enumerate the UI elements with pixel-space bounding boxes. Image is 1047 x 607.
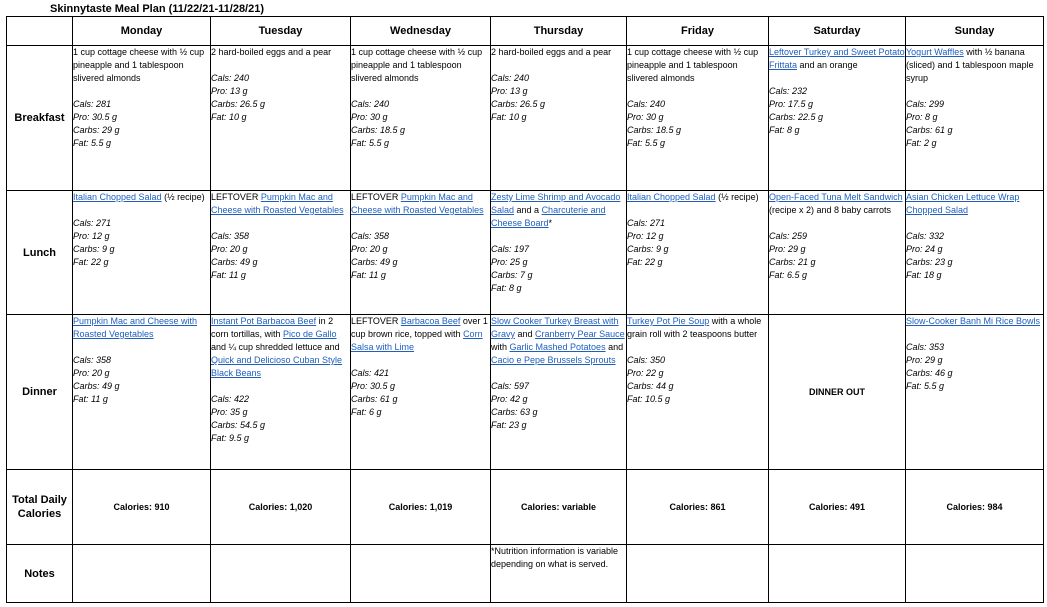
nutrition-line: Pro: 24 g: [906, 244, 943, 254]
nutrition-line: Carbs: 46 g: [906, 368, 953, 378]
total-calories: Calories: 984: [906, 470, 1044, 545]
corner-cell: [7, 17, 73, 46]
meal-description: [73, 315, 210, 341]
meal-text: and an orange: [797, 60, 858, 70]
nutrition-line: Fat: 8 g: [491, 283, 522, 293]
meal-description: [906, 46, 1043, 85]
nutrition-line: Carbs: 61 g: [351, 394, 398, 404]
breakfast-cell: [73, 46, 211, 191]
row-label-breakfast: Breakfast: [7, 46, 73, 191]
nutrition-line: Cals: 350: [627, 355, 666, 365]
nutrition-line: Carbs: 9 g: [73, 244, 115, 254]
nutrition-info: [627, 354, 768, 406]
dinner-row: [7, 315, 1044, 470]
nutrition-line: Carbs: 63 g: [491, 407, 538, 417]
meal-description: [906, 191, 1043, 217]
nutrition-line: Pro: 12 g: [627, 231, 664, 241]
nutrition-info: [491, 380, 626, 432]
nutrition-line: Fat: 10 g: [491, 112, 527, 122]
recipe-link[interactable]: Charcuterie and Cheese Board: [491, 205, 606, 228]
nutrition-info: [627, 217, 768, 269]
meal-description: [627, 46, 768, 85]
recipe-link[interactable]: Quick and Delicioso Cuban Style Black Beans: [211, 355, 343, 378]
nutrition-line: Cals: 232: [769, 86, 808, 96]
dinner-cell: [351, 315, 491, 470]
row-label-dinner: Dinner: [7, 315, 73, 470]
lunch-cell: [769, 191, 906, 315]
nutrition-line: Fat: 23 g: [491, 420, 527, 430]
recipe-link[interactable]: Pumpkin Mac and Cheese with Roasted Vegetables: [351, 192, 484, 215]
meal-text: *: [548, 218, 553, 228]
header-row: [7, 17, 1044, 46]
nutrition-line: Fat: 5.5 g: [351, 138, 390, 148]
nutrition-line: Pro: 13 g: [211, 86, 248, 96]
meal-description: [351, 46, 490, 85]
nutrition-line: Cals: 197: [491, 244, 530, 254]
nutrition-info: [351, 98, 490, 150]
recipe-link[interactable]: Open-Faced Tuna Melt Sandwich: [769, 192, 903, 202]
nutrition-line: Pro: 8 g: [906, 112, 938, 122]
nutrition-line: Cals: 358: [351, 231, 390, 241]
nutrition-line: Fat: 6 g: [351, 407, 382, 417]
nutrition-line: Carbs: 18.5 g: [627, 125, 682, 135]
recipe-link[interactable]: Zesty Lime Shrimp and Avocado Salad: [491, 192, 621, 215]
meal-description: [73, 46, 210, 85]
meal-description: [769, 46, 905, 72]
lunch-cell: [627, 191, 769, 315]
recipe-link[interactable]: Italian Chopped Salad: [73, 192, 162, 202]
day-header: Tuesday: [211, 17, 351, 46]
meal-text: and ¼ cup shredded lettuce and: [211, 342, 340, 352]
dinner-cell: [627, 315, 769, 470]
nutrition-info: [906, 230, 1043, 282]
nutrition-line: Fat: 2 g: [906, 138, 937, 148]
meal-text: and: [515, 329, 536, 339]
nutrition-line: Cals: 240: [351, 99, 390, 109]
nutrition-line: Fat: 11 g: [211, 270, 246, 280]
meal-description: [211, 315, 350, 380]
meal-text: LEFTOVER: [351, 316, 401, 326]
day-header: Thursday: [491, 17, 627, 46]
nutrition-info: [73, 98, 210, 150]
meal-text: (recipe x 2) and 8 baby carrots: [769, 205, 892, 215]
nutrition-line: Pro: 20 g: [73, 368, 110, 378]
nutrition-info: [211, 393, 350, 445]
nutrition-line: Fat: 18 g: [906, 270, 942, 280]
lunch-cell: [906, 191, 1044, 315]
nutrition-info: [211, 72, 350, 124]
breakfast-row: [7, 46, 1044, 191]
nutrition-line: Pro: 20 g: [211, 244, 248, 254]
nutrition-info: [906, 341, 1043, 393]
meal-description: [211, 191, 350, 217]
nutrition-line: Cals: 271: [627, 218, 666, 228]
meal-description: [769, 191, 905, 217]
meal-text: over 1 cup brown rice, topped with: [351, 316, 488, 339]
note-cell: *Nutrition information is variable depending on what is served.: [491, 545, 627, 603]
meal-description: [491, 46, 626, 59]
recipe-link[interactable]: Garlic Mashed Potatoes: [509, 342, 606, 352]
meal-description: [627, 191, 768, 204]
nutrition-line: Pro: 35 g: [211, 407, 248, 417]
page-title: Skinnytaste Meal Plan (11/22/21-11/28/21): [50, 3, 265, 15]
nutrition-line: Carbs: 22.5 g: [769, 112, 824, 122]
breakfast-cell: [627, 46, 769, 191]
nutrition-line: Pro: 29 g: [769, 244, 806, 254]
breakfast-cell: [211, 46, 351, 191]
nutrition-line: Pro: 30.5 g: [351, 381, 396, 391]
nutrition-line: Carbs: 29 g: [73, 125, 120, 135]
total-calories: Calories: 1,020: [211, 470, 351, 545]
meal-text: with a whole grain roll with 2 teaspoons butter: [627, 316, 762, 339]
meal-text: in 2 corn tortillas, with: [211, 316, 334, 339]
recipe-link[interactable]: Slow-Cooker Banh Mi Rice Bowls: [906, 316, 1041, 326]
nutrition-line: Cals: 240: [491, 73, 530, 83]
nutrition-line: Fat: 10.5 g: [627, 394, 671, 404]
recipe-link[interactable]: Pumpkin Mac and Cheese with Roasted Vegetables: [73, 316, 198, 339]
lunch-cell: [211, 191, 351, 315]
meal-description: [73, 191, 210, 204]
meal-description: [211, 46, 350, 59]
recipe-link[interactable]: Leftover Turkey and Sweet Potato Frittata: [769, 47, 905, 70]
nutrition-line: Carbs: 61 g: [906, 125, 953, 135]
nutrition-line: Cals: 421: [351, 368, 390, 378]
nutrition-line: Carbs: 18.5 g: [351, 125, 406, 135]
meal-description: [627, 315, 768, 341]
meal-description: [351, 191, 490, 217]
lunch-cell: [73, 191, 211, 315]
recipe-link[interactable]: Pumpkin Mac and Cheese with Roasted Vegetables: [211, 192, 344, 215]
nutrition-line: Pro: 30 g: [627, 112, 664, 122]
nutrition-info: [491, 72, 626, 124]
meal-text: LEFTOVER: [351, 192, 401, 202]
meal-description: [491, 315, 626, 367]
nutrition-line: Carbs: 49 g: [73, 381, 120, 391]
nutrition-line: Pro: 13 g: [491, 86, 528, 96]
nutrition-info: [73, 354, 210, 406]
breakfast-cell: [769, 46, 906, 191]
day-header: Friday: [627, 17, 769, 46]
meal-plan-table: [6, 16, 1044, 603]
meal-text: 1 cup cottage cheese with ½ cup pineapple and 1 tablespoon slivered almonds: [73, 47, 205, 83]
breakfast-cell: [906, 46, 1044, 191]
nutrition-line: Fat: 11 g: [351, 270, 386, 280]
row-label-notes: Notes: [7, 545, 73, 603]
meal-text: 2 hard-boiled eggs and a pear: [211, 47, 332, 57]
note-cell: [906, 545, 1044, 603]
recipe-link[interactable]: Slow Cooker Turkey Breast with Gravy: [491, 316, 619, 339]
lunch-cell: [351, 191, 491, 315]
recipe-link[interactable]: Asian Chicken Lettuce Wrap Chopped Salad: [906, 192, 1020, 215]
nutrition-info: [211, 230, 350, 282]
nutrition-line: Carbs: 54.5 g: [211, 420, 266, 430]
day-header: Monday: [73, 17, 211, 46]
note-cell: [73, 545, 211, 603]
recipe-link[interactable]: Cacio e Pepe Brussels Sprouts: [491, 355, 616, 365]
nutrition-line: Cals: 353: [906, 342, 945, 352]
nutrition-line: Pro: 25 g: [491, 257, 528, 267]
nutrition-info: [769, 230, 905, 282]
recipe-link[interactable]: Instant Pot Barbacoa Beef: [211, 316, 317, 326]
total-calories: Calories: 491: [769, 470, 906, 545]
nutrition-line: Cals: 271: [73, 218, 112, 228]
nutrition-line: Fat: 9.5 g: [211, 433, 250, 443]
meal-description: [906, 315, 1043, 328]
total-calories: Calories: variable: [491, 470, 627, 545]
nutrition-line: Cals: 299: [906, 99, 945, 109]
nutrition-line: Cals: 332: [906, 231, 945, 241]
nutrition-line: Carbs: 21 g: [769, 257, 816, 267]
day-header: Wednesday: [351, 17, 491, 46]
recipe-link[interactable]: Cranberry Pear Sauce: [535, 329, 625, 339]
nutrition-line: Pro: 20 g: [351, 244, 388, 254]
nutrition-line: Pro: 42 g: [491, 394, 528, 404]
note-cell: [627, 545, 769, 603]
nutrition-line: Carbs: 44 g: [627, 381, 674, 391]
lunch-row: [7, 191, 1044, 315]
nutrition-line: Carbs: 49 g: [211, 257, 258, 267]
nutrition-info: [627, 98, 768, 150]
total-calories: Calories: 861: [627, 470, 769, 545]
nutrition-line: Cals: 358: [73, 355, 112, 365]
day-header: Saturday: [769, 17, 906, 46]
day-header: Sunday: [906, 17, 1044, 46]
nutrition-line: Carbs: 49 g: [351, 257, 398, 267]
nutrition-info: [491, 243, 626, 295]
note-cell: [351, 545, 491, 603]
dinner-out-label: DINNER OUT: [769, 315, 906, 470]
nutrition-line: Fat: 22 g: [73, 257, 109, 267]
meal-text: (½ recipe): [715, 192, 759, 202]
nutrition-line: Carbs: 23 g: [906, 257, 953, 267]
meal-text: 1 cup cottage cheese with ½ cup pineapple and 1 tablespoon slivered almonds: [627, 47, 759, 83]
nutrition-line: Fat: 8 g: [769, 125, 800, 135]
recipe-link[interactable]: Italian Chopped Salad: [627, 192, 716, 202]
recipe-link[interactable]: Yogurt Waffles: [906, 47, 964, 57]
meal-text: with: [491, 342, 510, 352]
dinner-cell: [73, 315, 211, 470]
row-label-totals: Total Daily Calories: [7, 470, 73, 545]
meal-description: [491, 191, 626, 230]
meal-text: 2 hard-boiled eggs and a pear: [491, 47, 612, 57]
meal-text: with ½ banana (sliced) and 1 tablespoon maple syrup: [906, 47, 1034, 83]
nutrition-line: Cals: 240: [627, 99, 666, 109]
note-cell: [211, 545, 351, 603]
breakfast-cell: [351, 46, 491, 191]
meal-description: [351, 315, 490, 354]
nutrition-line: Pro: 29 g: [906, 355, 943, 365]
nutrition-line: Cals: 422: [211, 394, 250, 404]
nutrition-line: Cals: 597: [491, 381, 530, 391]
dinner-cell: [491, 315, 627, 470]
nutrition-line: Carbs: 26.5 g: [211, 99, 266, 109]
nutrition-info: [351, 367, 490, 419]
meal-text: and a: [514, 205, 542, 215]
recipe-link[interactable]: Corn Salsa with Lime: [351, 329, 483, 352]
total-calories: Calories: 910: [73, 470, 211, 545]
nutrition-line: Pro: 22 g: [627, 368, 664, 378]
nutrition-line: Cals: 240: [211, 73, 250, 83]
nutrition-line: Fat: 5.5 g: [627, 138, 666, 148]
totals-row: [7, 470, 1044, 545]
meal-text: 1 cup cottage cheese with ½ cup pineapple and 1 tablespoon slivered almonds: [351, 47, 483, 83]
lunch-cell: [491, 191, 627, 315]
nutrition-line: Fat: 10 g: [211, 112, 247, 122]
nutrition-line: Pro: 17.5 g: [769, 99, 814, 109]
nutrition-line: Cals: 358: [211, 231, 250, 241]
breakfast-cell: [491, 46, 627, 191]
dinner-cell: [906, 315, 1044, 470]
nutrition-line: Fat: 5.5 g: [73, 138, 112, 148]
row-label-lunch: Lunch: [7, 191, 73, 315]
nutrition-line: Carbs: 26.5 g: [491, 99, 546, 109]
meal-text: LEFTOVER: [211, 192, 261, 202]
nutrition-info: [351, 230, 490, 282]
recipe-link[interactable]: Turkey Pot Pie Soup: [627, 316, 710, 326]
meal-text: (½ recipe): [161, 192, 205, 202]
nutrition-line: Fat: 22 g: [627, 257, 663, 267]
note-cell: [769, 545, 906, 603]
recipe-link[interactable]: Pico de Gallo: [283, 329, 337, 339]
nutrition-line: Pro: 30.5 g: [73, 112, 118, 122]
nutrition-line: Fat: 5.5 g: [906, 381, 945, 391]
nutrition-line: Pro: 12 g: [73, 231, 110, 241]
nutrition-line: Cals: 281: [73, 99, 112, 109]
nutrition-line: Pro: 30 g: [351, 112, 388, 122]
dinner-cell: [211, 315, 351, 470]
nutrition-line: Fat: 6.5 g: [769, 270, 808, 280]
nutrition-info: [906, 98, 1043, 150]
nutrition-info: [769, 85, 905, 137]
notes-row: [7, 545, 1044, 603]
nutrition-line: Fat: 11 g: [73, 394, 108, 404]
total-calories: Calories: 1,019: [351, 470, 491, 545]
nutrition-line: Cals: 259: [769, 231, 808, 241]
nutrition-line: Carbs: 7 g: [491, 270, 533, 280]
meal-text: and: [605, 342, 624, 352]
nutrition-line: Carbs: 9 g: [627, 244, 669, 254]
recipe-link[interactable]: Barbacoa Beef: [400, 316, 461, 326]
nutrition-info: [73, 217, 210, 269]
